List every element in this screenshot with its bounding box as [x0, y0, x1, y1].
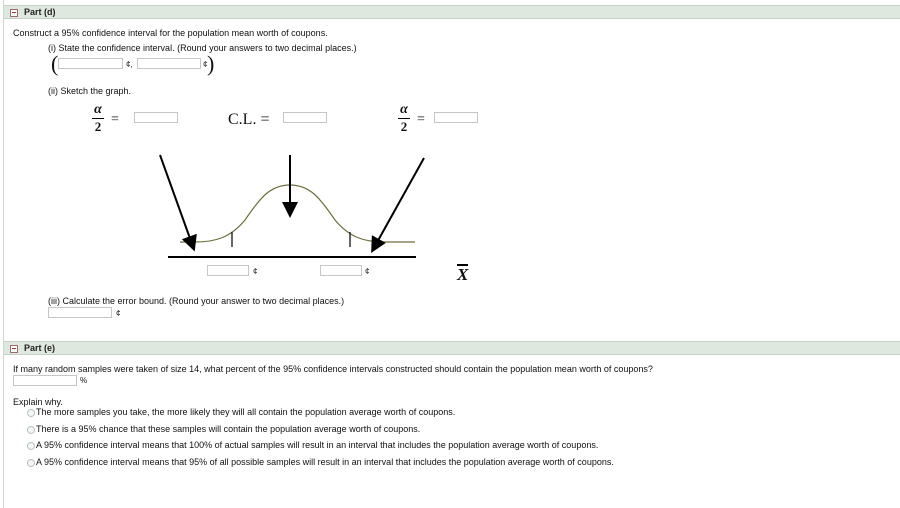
- part-e-prompt: If many random samples were taken of size 14, what percent of the 95% confidence intervals constructed should contain the population mean worth of coupons?: [13, 364, 653, 374]
- option-label[interactable]: There is a 95% chance that these samples will contain the population average worth of coupons.: [36, 424, 421, 434]
- bell-curve: [180, 185, 415, 242]
- part-e-header[interactable]: [4, 341, 900, 355]
- option-radio[interactable]: [27, 459, 35, 467]
- close-paren: ): [207, 51, 215, 76]
- alpha-over-2-right: α 2: [397, 103, 411, 133]
- right-tail-arrow: [375, 158, 424, 246]
- option-label[interactable]: The more samples you take, the more likely they will all contain the population average worth of coupons.: [36, 407, 456, 417]
- graph-lower-input[interactable]: [207, 265, 249, 276]
- normal-curve-graph: [150, 150, 440, 265]
- alpha-right-input[interactable]: [434, 112, 478, 123]
- left-tail-arrow: [160, 155, 192, 244]
- step-2-label: (ii) Sketch the graph.: [48, 86, 132, 96]
- graph-lower-unit: ¢: [253, 267, 258, 276]
- ci-lower-unit: ¢,: [126, 60, 133, 69]
- part-d-prompt: Construct a 95% confidence interval for the population mean worth of coupons.: [13, 28, 328, 38]
- ci-upper-input[interactable]: [137, 58, 201, 69]
- equals-right: =: [417, 112, 425, 127]
- part-d-header[interactable]: [4, 5, 900, 19]
- explain-label: Explain why.: [13, 397, 63, 407]
- percent-unit: %: [80, 376, 88, 385]
- step-1-label: (i) State the confidence interval. (Round your answers to two decimal places.): [48, 43, 357, 53]
- option-radio[interactable]: [27, 442, 35, 450]
- alpha-left-input[interactable]: [134, 112, 178, 123]
- part-d-title: Part (d): [24, 7, 56, 17]
- option-radio[interactable]: [27, 409, 35, 417]
- graph-upper-input[interactable]: [320, 265, 362, 276]
- ci-upper-unit: ¢: [203, 60, 208, 69]
- collapse-icon[interactable]: [10, 9, 18, 17]
- step-3-label: (iii) Calculate the error bound. (Round your answer to two decimal places.): [48, 296, 345, 306]
- open-paren: (: [51, 51, 59, 76]
- equals-left: =: [111, 112, 119, 127]
- cl-label: C.L. =: [228, 111, 270, 128]
- x-bar-label: X: [457, 265, 469, 284]
- alpha-over-2-left: α 2: [91, 103, 105, 133]
- left-border: [3, 0, 4, 508]
- cl-input[interactable]: [283, 112, 327, 123]
- option-label[interactable]: A 95% confidence interval means that 95% of all possible samples will result in an interval that includes the population average worth of coupons.: [36, 457, 614, 467]
- ci-lower-input[interactable]: [58, 58, 123, 69]
- error-bound-input[interactable]: [48, 307, 112, 318]
- graph-upper-unit: ¢: [365, 267, 370, 276]
- option-label[interactable]: A 95% confidence interval means that 100% of actual samples will result in an interval that includes the population average worth of coupons.: [36, 440, 599, 450]
- option-radio[interactable]: [27, 426, 35, 434]
- error-bound-unit: ¢: [116, 309, 121, 318]
- part-e-title: Part (e): [24, 343, 56, 353]
- collapse-icon[interactable]: [10, 345, 18, 353]
- percent-input[interactable]: [13, 375, 77, 386]
